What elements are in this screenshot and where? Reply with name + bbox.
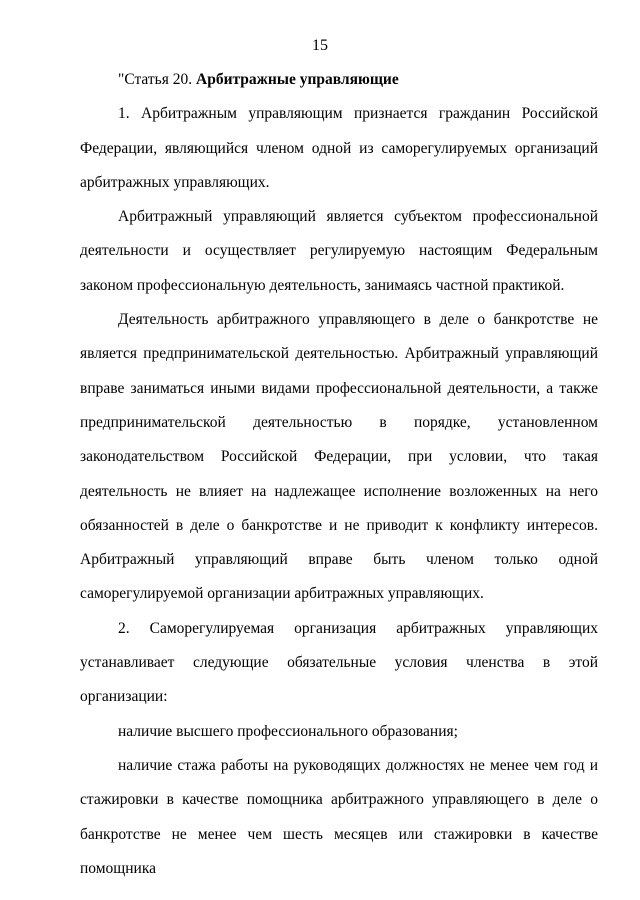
paragraph-3: Деятельность арбитражного управляющего в деле о банкротстве не является предпринимательской деятельностью. Арбитражный управляющий вправе заниматься иными видами профессиональной деятельности, а также предпринимательской деятельностью в порядке, установленном законодательством Российской Федерации, при условии, что такая деятельность не влияет на надлежащее исполнение возложенных на него обязанностей в деле о банкротстве и не приводит к конфликту интересов. Арбитражный управляющий вправе быть членом только одной саморегулируемой организации арбитражных управляющих. <box>80 311 598 603</box>
paragraph-1: 1. Арбитражным управляющим признается гражданин Российской Федерации, являющийся членом одной из саморегулируемых организаций арбитражных управляющих. <box>80 105 598 191</box>
paragraph-6: наличие стажа работы на руководящих должностях не менее чем год и стажировки в качестве помощника арбитражного управляющего в деле о банкротстве не менее чем шесть месяцев или стажировки в качестве помощника <box>80 756 598 877</box>
article-heading-title: Арбитражные управляющие <box>196 71 399 88</box>
paragraph-2: Арбитражный управляющий является субъектом профессиональной деятельности и осуществляет регулируемую настоящим Федеральным законом профессиональную деятельность, занимаясь частной практикой. <box>80 208 598 294</box>
paragraph-4: 2. Саморегулируемая организация арбитражных управляющих устанавливает следующие обязательные условия членства в этой организации: <box>80 619 598 706</box>
document-body <box>80 63 598 886</box>
paragraph-5: наличие высшего профессионального образования; <box>118 722 458 740</box>
article-heading <box>80 63 598 97</box>
page-number: 15 <box>312 37 328 54</box>
article-heading-prefix: "Статья 20. <box>118 71 196 88</box>
